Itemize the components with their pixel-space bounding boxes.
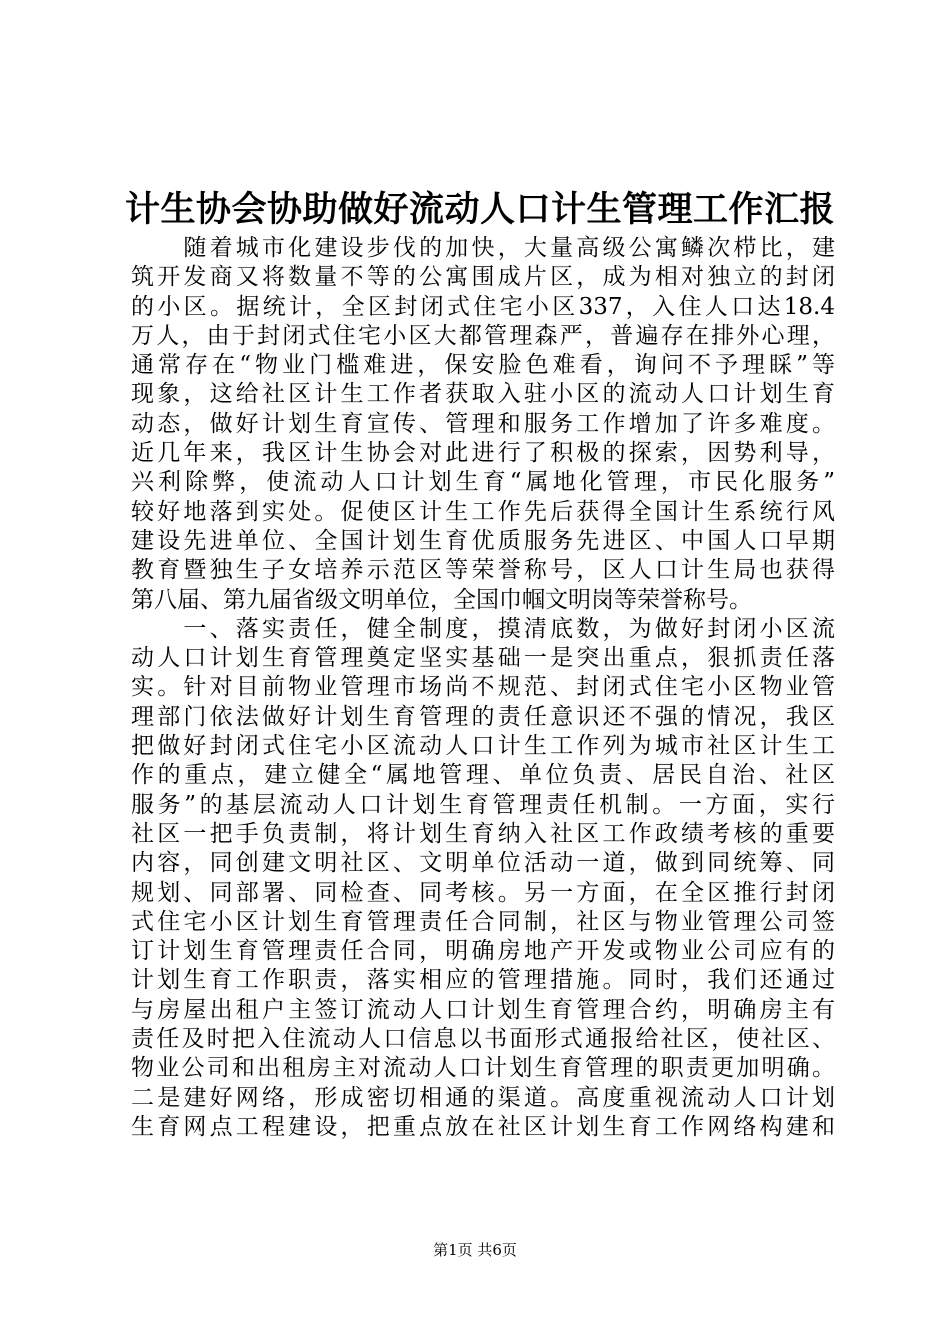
body-text-line: 现象，这给社区计生工作者获取入驻小区的流动人口计划生育: [131, 381, 835, 408]
body-text-line: 动人口计划生育管理奠定坚实基础一是突出重点，狠抓责任落: [131, 645, 835, 672]
body-text-line: 较好地落到实处。促使区计生工作先后获得全国计生系统行风: [131, 498, 835, 525]
body-text-line: 建设先进单位、全国计划生育优质服务先进区、中国人口早期: [131, 527, 835, 554]
body-text-line: 兴利除弊，使流动人口计划生育“属地化管理，市民化服务”: [131, 469, 835, 496]
body-text-line: 物业公司和出租房主对流动人口计划生育管理的职责更加明确。: [131, 1055, 835, 1082]
body-text-line: 万人，由于封闭式住宅小区大都管理森严，普遍存在排外心理，: [131, 322, 835, 349]
body-text-line: 内容，同创建文明社区、文明单位活动一道，做到同统筹、同: [131, 850, 835, 877]
body-text-line: 生育网点工程建设，把重点放在社区计划生育工作网络构建和: [131, 1113, 835, 1140]
body-text-line: 社区一把手负责制，将计划生育纳入社区工作政绩考核的重要: [131, 820, 835, 847]
body-text-line: 责任及时把入住流动人口信息以书面形式通报给社区，使社区、: [131, 1026, 835, 1053]
body-text-line: 第八届、第九届省级文明单位，全国巾帼文明岗等荣誉称号。: [131, 586, 752, 613]
body-text-line: 式住宅小区计划生育管理责任合同制，社区与物业管理公司签: [131, 908, 835, 935]
body-text-line: 随着城市化建设步伐的加快，大量高级公寓鳞次栉比，建: [131, 235, 835, 261]
document-title: 计生协会协助做好流动人口计生管理工作汇报: [124, 190, 835, 230]
document-body: [131, 234, 835, 1142]
body-text-line: 规划、同部署、同检查、同考核。另一方面，在全区推行封闭: [131, 879, 835, 906]
body-text-line: 筑开发商又将数量不等的公寓围成片区，成为相对独立的封闭: [131, 264, 835, 291]
page-footer: 第1页 共6页: [433, 1241, 517, 1259]
body-text-line: 计划生育工作职责，落实相应的管理措施。同时，我们还通过: [131, 967, 835, 994]
body-text-line: 近几年来，我区计生协会对此进行了积极的探索，因势利导，: [131, 440, 835, 467]
body-text-line: 订计划生育管理责任合同，明确房地产开发或物业公司应有的: [131, 938, 835, 965]
body-text-line: 教育暨独生子女培养示范区等荣誉称号，区人口计生局也获得: [131, 557, 835, 584]
body-text-line: 实。针对目前物业管理市场尚不规范、封闭式住宅小区物业管: [131, 674, 835, 701]
body-text-line: 的小区。据统计，全区封闭式住宅小区337，入住人口达18.4: [131, 293, 835, 320]
body-text-line: 二是建好网络，形成密切相通的渠道。高度重视流动人口计划: [131, 1084, 835, 1111]
body-text-line: 把做好封闭式住宅小区流动人口计生工作列为城市社区计生工: [131, 733, 835, 760]
body-text-line: 作的重点，建立健全“属地管理、单位负责、居民自治、社区: [131, 762, 835, 789]
body-text-line: 与房屋出租户主签订流动人口计划生育管理合约，明确房主有: [131, 996, 835, 1023]
body-text-line: 服务”的基层流动人口计划生育管理责任机制。一方面，实行: [131, 791, 835, 818]
body-text-line: 理部门依法做好计划生育管理的责任意识还不强的情况，我区: [131, 703, 835, 730]
body-text-line: 动态，做好计划生育宣传、管理和服务工作增加了许多难度。: [131, 410, 835, 437]
body-text-line: 一、落实责任，健全制度，摸清底数，为做好封闭小区流: [131, 615, 835, 642]
body-text-line: 通常存在“物业门槛难进，保安脸色难看，询问不予理睬”等: [131, 352, 835, 379]
